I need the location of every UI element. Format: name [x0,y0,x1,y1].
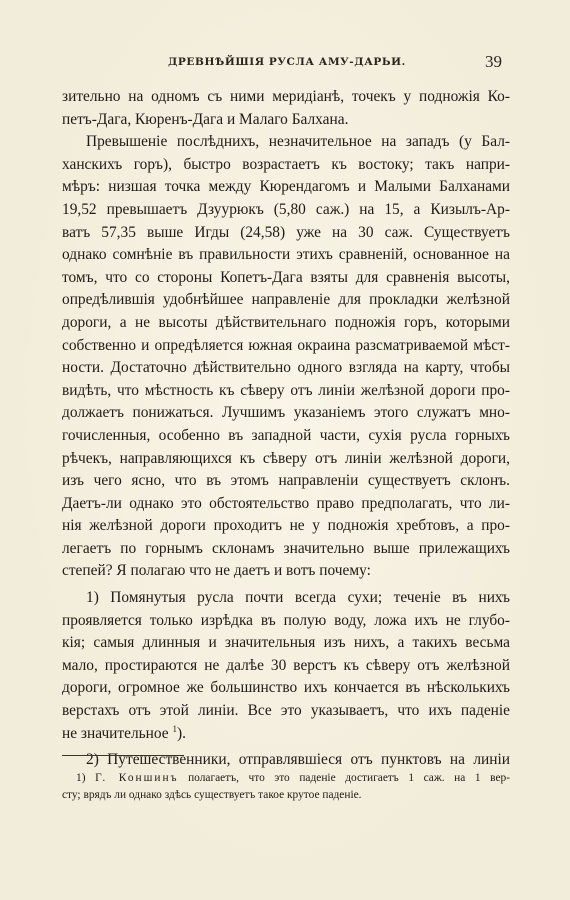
footnote-divider [62,755,184,756]
text-line: нія желѣзной дороги проходитъ не у подножія хребтовъ, а про- [62,517,510,535]
footnote-marker[interactable]: 1 [172,723,177,734]
text-line-with-footnote [62,723,510,746]
text-line: мало, простираются не далѣе 30 верстъ къ сѣверу отъ желѣзной [62,656,510,674]
text-line: верстахъ отъ этой линіи. Все это указываетъ, что ихъ паденіе [62,702,510,720]
footnote-line: сту; врядъ ли однако здѣсь существуетъ такое крутое паденіе. [62,789,362,801]
page-number: 39 [485,52,502,71]
body-text [62,86,510,772]
text-line: Превышеніе послѣднихъ, незначительное на западъ (у Бал- [86,133,510,151]
text-line: ности. Достаточно дѣйствительно одного взгляда на карту, чтобы [62,359,510,377]
closing-paren: ). [177,724,186,742]
text-line: 2) Путешественники, отправлявшіеся отъ пунктовъ на линіи [86,751,510,769]
text-line: дороги, а не высоты дѣйствительнаго подножія горъ, которыми [62,313,510,331]
text-line: мѣръ: низшая точка между Кюрендагомъ и Малыми Балханами [62,178,510,196]
text-line: должаетъ понижаться. Лучшимъ указаніемъ этого служатъ мно- [62,404,510,422]
text-line: 19,52 превышаетъ Дзуурюкъ (5,80 саж.) на 15, а Кизылъ-Ар- [62,200,510,218]
text-line: петъ-Дага, Кюренъ-Дага и Малаго Балхана. [62,110,349,128]
text-line: ханскихъ горъ), быстро возрастаетъ къ востоку; такъ напри- [62,155,510,173]
text-line: опредѣлившія удобнѣйшее направленіе для прокладки желѣзной [62,291,510,309]
text-line: 1) Помянутыя русла почти всегда сухи; теченіе въ нихъ [86,589,510,607]
text-line: легаетъ по горнымъ склонамъ значительно выше прилежащихъ [62,539,510,557]
text-line: рѣчекъ, направляющихся къ сѣверу отъ линіи желѣзной дороги, [62,449,510,467]
text-line: степей? Я полагаю что не даетъ и вотъ почему: [62,562,371,580]
text-line: ватъ 57,35 выше Игды (24,58) уже на 30 саж. Существуетъ [62,223,510,241]
text-line: Даетъ-ли однако это обстоятельство право предполагать, что ли- [62,494,510,512]
text-line: изъ чего ясно, что въ этомъ направленіи существуетъ склонъ. [62,472,510,490]
footnote-text: полагаетъ, что это паденіе достигаетъ 1 саж. на 1 вер- [188,772,510,784]
text-fragment: не значительное [62,724,169,742]
footnote [62,770,510,804]
text-line: зительно на одномъ съ ними меридіанѣ, точекъ у подножія Ко- [62,88,510,105]
text-line: однако сомнѣніе въ правильности этихъ сравненій, основанное на [62,246,510,264]
running-header [0,54,570,74]
text-line: кія; самыя длинныя и значительныя изъ нихъ, а такихъ весьма [62,634,510,652]
text-line: проявляется только изрѣдка въ полую воду, ложа ихъ не глубо- [62,611,510,629]
text-line: дороги, огромное же большинство ихъ кончается въ нѣсколькихъ [62,679,510,697]
footnote-line [62,770,510,787]
running-title: ДРЕВНѢЙШІЯ РУСЛА АМУ-ДАРЬИ. [168,56,406,68]
text-line: томъ, что со стороны Копетъ-Дага взяты для сравненія высоты, [62,268,510,286]
text-line: гочисленныя, особенно въ западной части, сухія русла горныхъ [62,426,510,444]
footnote-author: Г. Коншинъ [95,772,179,784]
text-line: видѣть, что мѣстность къ сѣверу отъ линіи желѣзной дороги про- [62,381,510,399]
footnote-number: 1) [76,772,86,784]
text-line: собственно и опредѣляется южная окраина разсматриваемой мѣст- [62,336,510,354]
